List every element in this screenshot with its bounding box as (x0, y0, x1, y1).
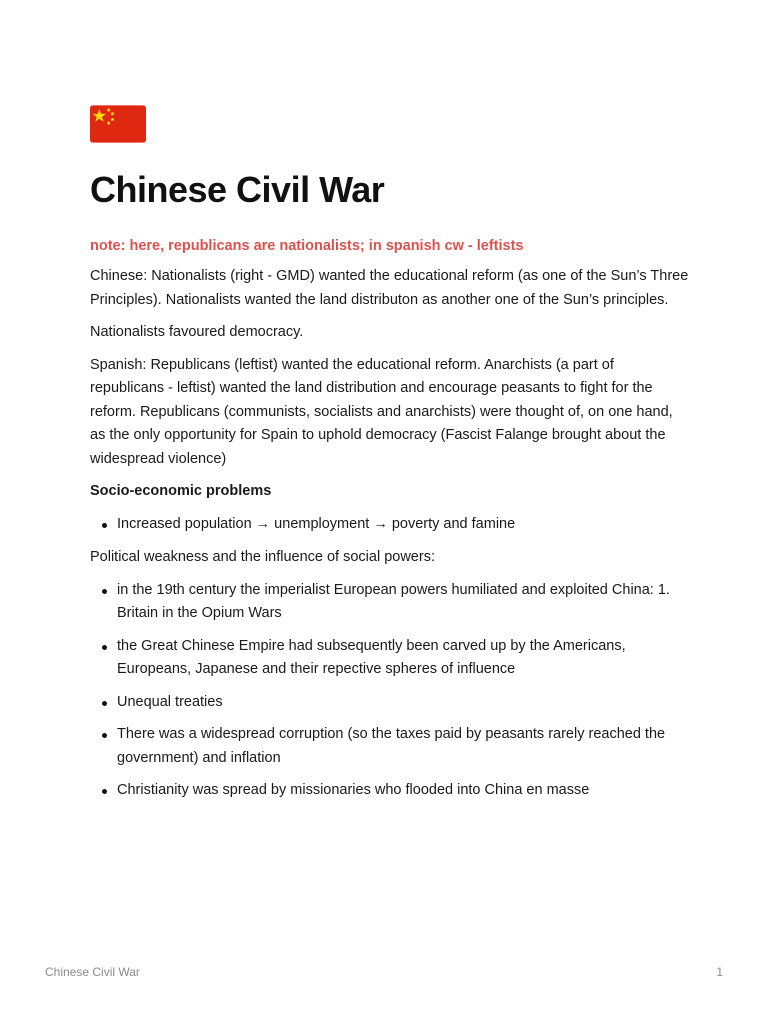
note-text: note: here, republicans are nationalists; in spanish cw - leftists (90, 238, 524, 254)
list-item: Increased population → unemployment → poverty and famine (117, 513, 690, 537)
list-item: There was a widespread corruption (so the taxes paid by peasants rarely reached the government) and inflation (117, 723, 690, 770)
list-item: Unequal treaties (117, 691, 690, 715)
footer-doc-title: Chinese Civil War (45, 965, 140, 979)
socio-economic-list (90, 513, 690, 537)
page-title: Chinese Civil War (90, 169, 385, 210)
political-weakness-list (90, 579, 690, 803)
document-page (90, 104, 690, 813)
footer-page-number: 1 (716, 965, 723, 979)
list-item: the Great Chinese Empire had subsequently been carved up by the Americans, Europeans, Japanese and their repective spheres of influence (117, 635, 690, 682)
list-item: Christianity was spread by missionaries who flooded into China en masse (117, 779, 690, 803)
china-flag-icon (90, 104, 146, 144)
subheading: Political weakness and the influence of social powers: (90, 549, 435, 565)
paragraph-chinese: Chinese: Nationalists (right - GMD) wanted the educational reform (as one of the Sun’s Three Principles). Nationalists wanted the land distributon as another one of the Sun’s principles. (90, 268, 689, 308)
section-heading: Socio-economic problems (90, 483, 272, 499)
paragraph-democracy: Nationalists favoured democracy. (90, 324, 304, 340)
list-item: in the 19th century the imperialist European powers humiliated and exploited China: 1. Britain in the Opium Wars (117, 579, 690, 626)
paragraph-spanish: Spanish: Republicans (leftist) wanted the educational reform. Anarchists (a part of republicans - leftist) wanted the land distribution and encourage peasants to fight for the reform. Republicans (communists, socialists and anarchists) were thought of, on one hand, as the only opportunity for Spain to uphold democracy (Fascist Falange brought about the widespread violence) (90, 356, 673, 467)
